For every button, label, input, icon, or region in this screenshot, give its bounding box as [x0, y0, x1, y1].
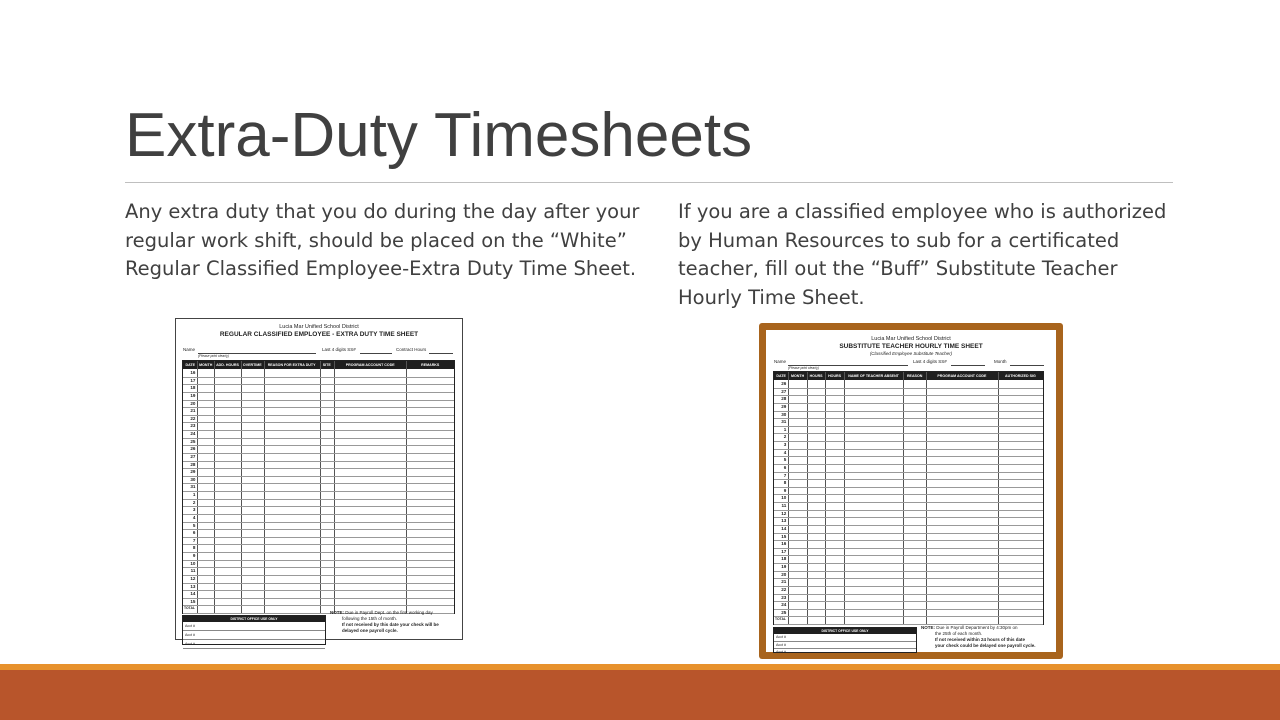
- sheet1-row-line: [183, 506, 454, 507]
- sheet2-row-line: [774, 563, 1043, 564]
- sheet1-acct-row: [183, 631, 325, 640]
- sheet2-row-line: [774, 586, 1043, 587]
- sheet2-note-label: NOTE:: [921, 625, 935, 630]
- sheet1-row-line: [183, 461, 454, 462]
- sheet1-column-header: OVERTIME: [242, 363, 262, 367]
- sheet1-note-line4: delayed one payroll cycle.: [342, 628, 398, 633]
- sheet1-row-line: [183, 491, 454, 492]
- sheet1-ssn-line: [360, 353, 392, 354]
- sheet1-day-number: 29: [190, 469, 196, 475]
- sheet1-row-line: [183, 598, 454, 599]
- sheet1-day-number: 20: [190, 400, 196, 406]
- sheet2-day-number: 13: [781, 518, 787, 524]
- substitute-timesheet-image: [766, 330, 1056, 652]
- sheet2-row-line: [774, 609, 1043, 610]
- sheet2-row-line: [774, 510, 1043, 511]
- sheet2-acct-label: Acct #: [776, 642, 786, 647]
- sheet2-subheading: (Classified Employee Substitute Teacher): [869, 351, 953, 356]
- sheet2-day-number: 10: [781, 495, 787, 501]
- sheet2-acct-row: [774, 642, 916, 650]
- sheet1-day-number: 9: [192, 553, 196, 558]
- sheet1-contract-label: Contract Hours: [396, 347, 427, 352]
- sheet1-row-line: [183, 583, 454, 584]
- sheet1-row-line: [183, 567, 454, 568]
- sheet1-note-line1: Due in Payroll Dept. on the first working day: [345, 610, 433, 615]
- sheet2-row-line: [774, 426, 1043, 427]
- sheet2-column-header: HOURS: [828, 374, 842, 378]
- sheet1-day-number: 21: [190, 408, 196, 414]
- sheet2-day-number: 19: [781, 564, 787, 569]
- sheet2-row-line: [774, 433, 1043, 434]
- sheet2-ssn-line: [951, 365, 985, 366]
- sheet2-print-hint: (Please print clearly): [788, 366, 819, 370]
- sheet2-column-header: HOURS: [809, 374, 823, 378]
- sheet2-day-number: 24: [781, 602, 787, 608]
- sheet1-column-header: ADD. HOURS: [216, 363, 239, 367]
- sheet1-day-number: 12: [190, 575, 196, 581]
- sheet2-district: Lucia Mar Unified School District: [871, 336, 951, 342]
- sheet1-day-number: 24: [190, 431, 196, 436]
- sheet1-day-number: 4: [192, 514, 196, 520]
- sheet1-row-line: [183, 400, 454, 401]
- sheet2-column-header: REASON: [906, 374, 923, 378]
- sheet2-name-label: Name: [774, 359, 787, 364]
- sheet2-row-line: [774, 456, 1043, 457]
- sheet2-day-number: 6: [783, 464, 787, 470]
- sheet1-row-line: [183, 430, 454, 431]
- sheet2-column-header: DATE: [776, 374, 786, 378]
- sheet2-office-label: DISTRICT OFFICE USE ONLY: [774, 628, 916, 634]
- sheet2-row-line: [774, 594, 1043, 595]
- sheet1-day-number: 8: [192, 545, 196, 551]
- sheet1-day-number: 11: [190, 568, 196, 574]
- sheet1-column-header: REASON FOR EXTRA DUTY: [267, 363, 316, 367]
- sheet1-day-number: 10: [190, 560, 196, 566]
- sheet1-row-line: [183, 590, 454, 591]
- sheet2-day-number: 7: [783, 472, 787, 478]
- sheet2-row-line: [774, 555, 1043, 556]
- sheet2-row-line: [774, 525, 1043, 526]
- sheet1-row-line: [183, 453, 454, 454]
- sheet1-day-number: 19: [190, 392, 196, 398]
- sheet1-day-number: 13: [190, 583, 196, 589]
- sheet2-row-line: [774, 533, 1043, 534]
- sheet2-row-line: [774, 411, 1043, 412]
- sheet1-row-line: [183, 522, 454, 523]
- sheet2-day-number: 26: [781, 381, 787, 386]
- sheet1-column-header: PROGRAM ACCOUNT CODE: [345, 363, 395, 367]
- sheet1-row-line: [183, 445, 454, 446]
- sheet1-column-header: REMARKS: [421, 363, 440, 367]
- sheet1-row-line: [183, 377, 454, 378]
- sheet2-day-number: 12: [781, 510, 787, 516]
- right-body-text: If you are a classified employee who is authorized by Human Resources to sub for a certificated teacher, fill out the “Buff” Substitute Teacher Hourly Time Sheet.: [678, 200, 1167, 309]
- sheet1-row-line: [183, 407, 454, 408]
- sheet1-row-line: [183, 544, 454, 545]
- left-body-text: Any extra duty that you do during the day after your regular work shift, should be placed on the “White” Regular Classified Employee-Extra Duty Time Sheet.: [125, 200, 640, 280]
- sheet2-day-number: 23: [781, 594, 787, 600]
- slide-title: Extra-Duty Timesheets: [125, 101, 753, 170]
- sheet2-day-number: 5: [783, 457, 787, 463]
- sheet2-note-line2: the 25th of each month.: [935, 631, 983, 636]
- sheet2-day-number: 31: [781, 419, 787, 425]
- sheet1-row-line: [183, 537, 454, 538]
- sheet2-note-line4: your check could be delayed one payroll cycle.: [935, 643, 1036, 648]
- sheet1-day-number: 5: [192, 522, 196, 528]
- footer-band: [0, 670, 1280, 720]
- sheet2-row-line: [774, 540, 1043, 541]
- sheet1-acct-label: Acct #: [185, 642, 195, 646]
- sheet1-note: [330, 610, 460, 634]
- sheet1-ssn-label: Last 4 digits SS#: [322, 347, 356, 352]
- sheet1-row-line: [183, 552, 454, 553]
- sheet1-office-label: DISTRICT OFFICE USE ONLY: [183, 616, 325, 622]
- sheet1-table: [182, 360, 455, 614]
- sheet1-row-line: [183, 499, 454, 500]
- sheet1-heading: REGULAR CLASSIFIED EMPLOYEE - EXTRA DUTY TIME SHEET: [219, 331, 419, 338]
- sheet2-column-header: NAME OF TEACHER ABSENT: [848, 374, 899, 378]
- sheet2-row-line: [774, 517, 1043, 518]
- sheet2-month-label: Month: [994, 359, 1007, 364]
- sheet1-day-number: 17: [190, 377, 196, 383]
- sheet1-acct-row: [183, 622, 325, 631]
- sheet1-day-number: 25: [190, 438, 196, 444]
- sheet1-day-number: 30: [190, 476, 196, 482]
- sheet2-note-line3: If not received within 24 hours of this date: [935, 637, 1026, 642]
- sheet2-day-number: 1: [783, 426, 787, 432]
- sheet1-row-line: [183, 529, 454, 530]
- sheet2-day-number: 16: [781, 541, 787, 547]
- sheet2-row-line: [774, 571, 1043, 572]
- sheet1-note-line3: If not received by this date your check will be: [342, 622, 439, 627]
- sheet2-ssn-label: Last 4 digits SS#: [913, 359, 947, 364]
- sheet2-acct-label: Acct #: [776, 635, 786, 639]
- sheet1-contract-line: [429, 353, 453, 354]
- sheet1-acct-label: Acct #: [185, 624, 195, 628]
- sheet2-row-line: [774, 494, 1043, 495]
- sheet1-day-number: 18: [190, 385, 196, 391]
- sheet2-day-number: 28: [781, 396, 787, 402]
- sheet2-row-line: [774, 616, 1043, 617]
- sheet1-column-header: SITE: [322, 363, 331, 367]
- sheet2-row-line: [774, 578, 1043, 579]
- sheet1-day-number: 1: [192, 492, 196, 497]
- sheet1-day-number: 16: [190, 370, 196, 375]
- sheet2-row-line: [774, 502, 1043, 503]
- sheet2-row-line: [774, 449, 1043, 450]
- sheet2-day-number: 9: [783, 487, 787, 493]
- sheet1-day-number: 6: [192, 530, 196, 536]
- sheet2-row-line: [774, 418, 1043, 419]
- sheet1-district: Lucia Mar Unified School District: [279, 324, 359, 330]
- sheet2-column-header: PROGRAM ACCOUNT CODE: [937, 374, 987, 378]
- sheet2-row-line: [774, 388, 1043, 389]
- sheet1-row-line: [183, 468, 454, 469]
- sheet2-day-number: 22: [781, 586, 787, 592]
- sheet1-day-number: 31: [190, 484, 196, 490]
- sheet2-acct-row: [774, 649, 916, 655]
- sheet2-day-number: 4: [783, 449, 787, 455]
- sheet1-total-label: TOTAL: [184, 606, 195, 611]
- sheet2-day-number: 8: [783, 480, 787, 486]
- sheet1-row-line: [183, 392, 454, 393]
- sheet1-row-line: [183, 415, 454, 416]
- sheet1-note-line2: following the 15th of month.: [342, 616, 398, 621]
- sheet2-row-line: [774, 487, 1043, 488]
- sheet1-row-line: [183, 483, 454, 484]
- sheet1-day-number: 28: [190, 461, 196, 467]
- sheet2-column-header: MONTH: [791, 374, 805, 378]
- sheet1-column-header: MONTH: [199, 363, 213, 367]
- sheet1-acct-label: Acct #: [185, 633, 195, 637]
- sheet2-day-number: 21: [781, 579, 787, 585]
- sheet2-day-number: 14: [781, 525, 787, 531]
- sheet2-day-number: 11: [781, 503, 787, 508]
- sheet2-day-number: 18: [781, 556, 787, 562]
- sheet1-column-header: DATE: [185, 363, 195, 367]
- sheet1-row-line: [183, 605, 454, 606]
- sheet1-day-number: 22: [190, 415, 196, 421]
- sheet1-row-line: [183, 514, 454, 515]
- sheet1-office-box: [182, 615, 326, 645]
- sheet2-note-line1: Due in Payroll Department by 4:30pm on: [936, 625, 1018, 630]
- sheet1-row-line: [183, 575, 454, 576]
- sheet2-row-line: [774, 464, 1043, 465]
- sheet2-row-line: [774, 403, 1043, 404]
- sheet2-column-header: AUTHORIZED SIG: [1005, 374, 1036, 378]
- sheet2-day-number: 3: [783, 442, 787, 447]
- sheet2-month-line: [1010, 365, 1044, 366]
- sheet2-row-line: [774, 601, 1043, 602]
- sheet2-acct-row: [774, 634, 916, 642]
- sheet1-day-number: 2: [192, 499, 196, 505]
- extra-duty-timesheet-image: [175, 318, 463, 646]
- sheet2-total-label: TOTAL: [775, 617, 786, 622]
- sheet2-row-line: [774, 548, 1043, 549]
- sheet2-day-number: 17: [781, 548, 787, 554]
- sheet2-row-line: [774, 479, 1043, 480]
- sheet2-note: [921, 625, 1053, 649]
- sheet2-day-number: 27: [781, 388, 787, 394]
- sheet2-row-line: [774, 395, 1043, 396]
- sheet1-row-line: [183, 422, 454, 423]
- sheet1-row-line: [183, 560, 454, 561]
- sheet2-heading: SUBSTITUTE TEACHER HOURLY TIME SHEET: [839, 343, 983, 350]
- sheet2-row-line: [774, 472, 1043, 473]
- title-divider: [125, 182, 1173, 183]
- sheet1-day-number: 3: [192, 507, 196, 513]
- sheet1-day-number: 15: [190, 598, 196, 604]
- sheet2-acct-label: Acct #: [776, 650, 786, 654]
- sheet1-row-line: [183, 438, 454, 439]
- sheet2-day-number: 20: [781, 571, 787, 577]
- sheet2-table: [773, 371, 1044, 625]
- sheet1-acct-row: [183, 640, 325, 649]
- sheet1-day-number: 14: [190, 591, 196, 597]
- sheet1-row-line: [183, 476, 454, 477]
- sheet1-note-label: NOTE:: [330, 610, 344, 615]
- sheet2-day-number: 2: [783, 434, 787, 440]
- sheet1-name-label: Name: [183, 347, 196, 352]
- sheet1-row-line: [183, 384, 454, 385]
- sheet1-day-number: 7: [192, 537, 196, 543]
- sheet2-day-number: 30: [781, 411, 787, 417]
- sheet1-day-number: 27: [190, 453, 196, 459]
- sheet1-day-number: 26: [190, 446, 196, 452]
- sheet2-day-number: 29: [781, 403, 787, 409]
- sheet1-day-number: 23: [190, 423, 196, 429]
- sheet2-office-box: [773, 627, 917, 653]
- sheet2-day-number: 15: [781, 533, 787, 539]
- sheet2-row-line: [774, 441, 1043, 442]
- sheet2-day-number: 25: [781, 609, 787, 615]
- sheet1-print-hint: (Please print clearly): [198, 354, 229, 358]
